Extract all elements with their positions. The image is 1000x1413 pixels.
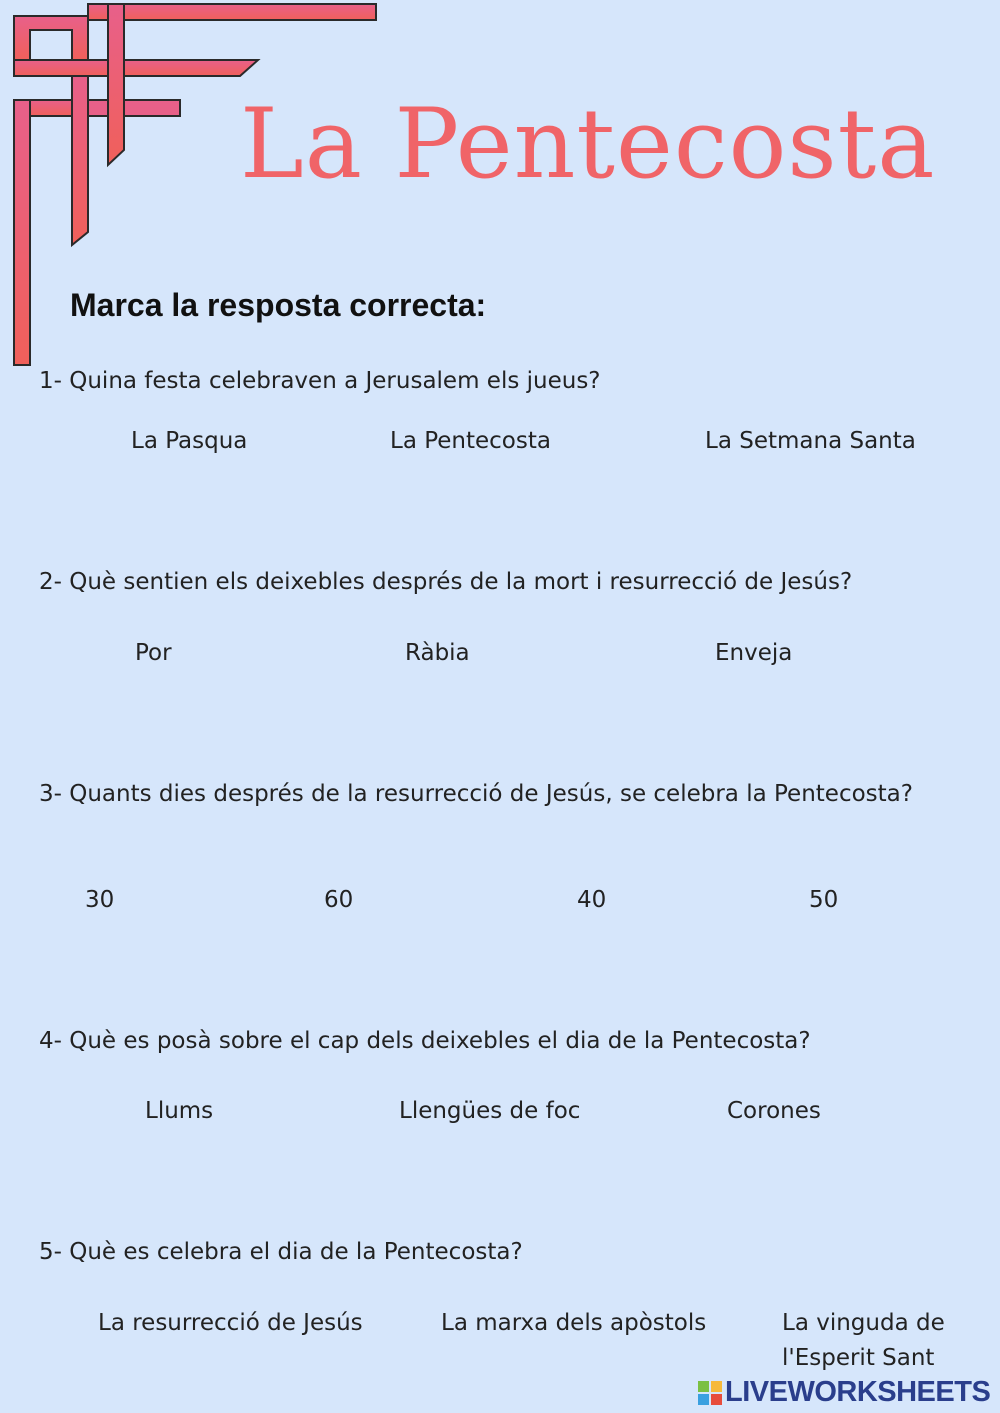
q1-option-3[interactable]: La Setmana Santa [705, 428, 916, 454]
instruction-heading: Marca la resposta correcta: [70, 287, 487, 323]
q3-option-1[interactable]: 30 [85, 887, 115, 913]
question-3: 3- Quants dies després de la resurrecció de Jesús, se celebra la Pentecosta? [39, 781, 913, 807]
q2-option-1[interactable]: Por [135, 640, 172, 666]
question-1: 1- Quina festa celebraven a Jerusalem els jueus? [39, 368, 601, 394]
q1-option-2[interactable]: La Pentecosta [390, 428, 551, 454]
q2-option-2[interactable]: Ràbia [405, 640, 470, 666]
liveworksheets-logo-icon [698, 1381, 722, 1405]
q1-option-1[interactable]: La Pasqua [131, 428, 248, 454]
q4-option-2[interactable]: Llengües de foc [399, 1098, 581, 1124]
q2-option-3[interactable]: Enveja [715, 640, 793, 666]
q4-option-3[interactable]: Corones [727, 1098, 821, 1124]
q3-option-4[interactable]: 50 [809, 887, 839, 913]
q5-option-2[interactable]: La marxa dels apòstols [441, 1310, 707, 1336]
liveworksheets-brand [698, 1376, 990, 1409]
q3-option-2[interactable]: 60 [324, 887, 354, 913]
page-title: La Pentecosta [240, 88, 936, 200]
brand-name: LIVEWORKSHEETS [725, 1376, 991, 1408]
q5-option-1[interactable]: La resurrecció de Jesús [98, 1310, 363, 1336]
q4-option-1[interactable]: Llums [145, 1098, 214, 1124]
question-2: 2- Què sentien els deixebles després de la mort i resurrecció de Jesús? [39, 569, 853, 595]
question-5: 5- Què es celebra el dia de la Pentecosta? [39, 1239, 523, 1265]
question-4: 4- Què es posà sobre el cap dels deixebles el dia de la Pentecosta? [39, 1028, 811, 1054]
q3-option-3[interactable]: 40 [577, 887, 607, 913]
q5-option-3[interactable]: La vinguda de l'Esperit Sant [782, 1310, 945, 1371]
